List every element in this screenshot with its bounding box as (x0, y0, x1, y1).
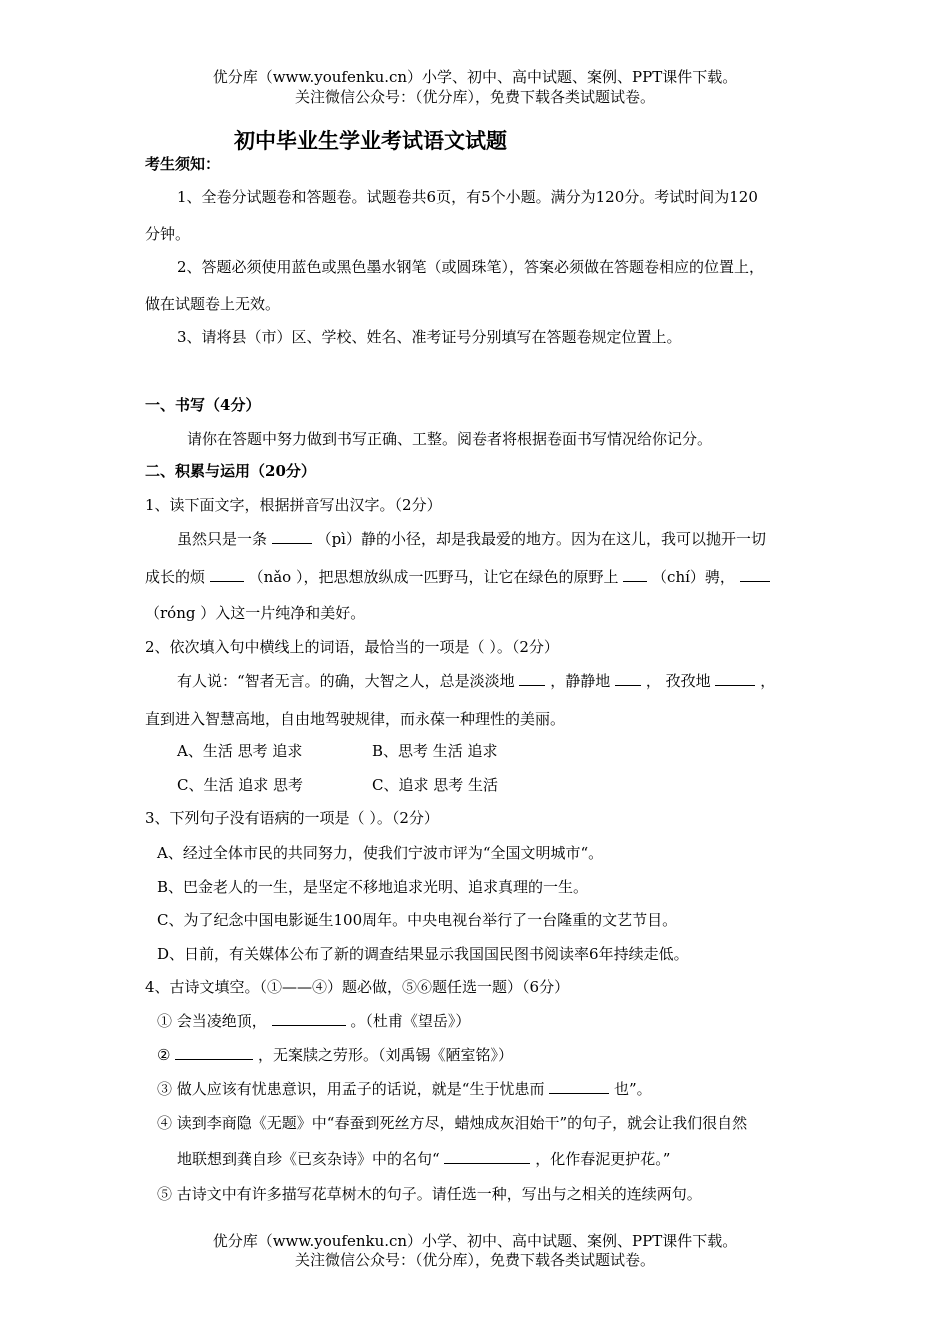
notice-item-1b: 分钟。 (145, 225, 191, 243)
answer-blank[interactable] (623, 567, 647, 582)
answer-blank[interactable] (740, 567, 770, 582)
header-line-2: 关注微信公众号：（优分库），免费下载各类试题试卷。 (294, 88, 655, 106)
q4-item-4a: ④ 读到李商隐《无题》中“春蚕到死丝方尽，蜡烛成灰泪始干”的句子，就会让我们很自然 (157, 1114, 748, 1132)
q1-line-1-a: 虽然只是一条 (177, 530, 268, 548)
page-title: 初中毕业生学业考试语文试题 (234, 128, 507, 153)
q4-item-5: ⑤ 古诗文中有许多描写花草树木的句子。请任选一种，写出与之相关的连续两句。 (157, 1185, 702, 1203)
q1-line-2-c: （chí）骋， (652, 568, 735, 586)
notice-item-2a: 2、答题必须使用蓝色或黑色墨水钢笔（或圆珠笔），答案必须做在答题卷相应的位置上， (177, 258, 765, 276)
q4-item-3 (157, 1078, 652, 1099)
q3-option-d: D、日前，有关媒体公布了新的调查结果显示我国国民图书阅读率6年持续走低。 (157, 945, 689, 963)
section1-heading: 一、书写（4分） (145, 396, 261, 414)
answer-blank[interactable] (549, 1079, 609, 1094)
q2-option-a: A、生活 思考 追求 (177, 742, 303, 760)
q2-line-1-d: 孜孜地 (665, 672, 711, 690)
q4-item-1-a: ① 会当凌绝顶， (157, 1012, 267, 1030)
q4-item-3-b: 也”。 (614, 1080, 652, 1098)
q2-option-c: C、生活 追求 思考 (177, 776, 304, 794)
q4-item-3-a: ③ 做人应该有忧患意识，用孟子的话说，就是“生于忧患而 (157, 1080, 545, 1098)
answer-blank[interactable] (210, 567, 244, 582)
answer-blank[interactable] (519, 671, 545, 686)
footer-line-1: 优分库（www.youfenku.cn）小学、初中、高中试题、案例、PPT课件下载。 (212, 1232, 738, 1250)
q1-line-1 (177, 528, 766, 549)
answer-blank[interactable] (715, 671, 755, 686)
q2-line-1-a: 有人说：“智者无言。的确，大智之人，总是淡淡地 (177, 672, 515, 690)
q2-line-1-b: ，静静地 (550, 672, 611, 690)
section1-text: 请你在答题中努力做到书写正确、工整。阅卷者将根据卷面书写情况给你记分。 (187, 430, 713, 448)
q1-line-2-b: （nǎo ），把思想放纵成一匹野马，让它在绿色的原野上 (248, 568, 619, 586)
q3-option-a: A、经过全体市民的共同努力，使我们宁波市评为“全国文明城市“。 (157, 844, 604, 862)
answer-blank[interactable] (272, 1011, 346, 1026)
q2-line-2: 直到进入智慧高地，自由地驾驶规律，而永葆一种理性的美丽。 (145, 710, 566, 728)
answer-blank[interactable] (272, 529, 312, 544)
answer-blank[interactable] (175, 1045, 253, 1060)
q4-item-2-b: ，无案牍之劳形。（刘禹锡《陋室铭》） (258, 1046, 514, 1064)
q4-item-4b (177, 1148, 670, 1169)
q4-item-2-a: ② (157, 1046, 171, 1064)
q1-line-3: （róng ）入这一片纯净和美好。 (145, 604, 366, 622)
q1-stem: 1、读下面文字，根据拼音写出汉字。（2分） (145, 496, 442, 514)
notice-item-1a: 1、全卷分试题卷和答题卷。试题卷共6页，有5个小题。满分为120分。考试时间为120 (177, 188, 758, 206)
q3-option-c: C、为了纪念中国电影诞生100周年。中央电视台举行了一台隆重的文艺节目。 (157, 911, 678, 929)
q2-option-d: C、追求 思考 生活 (372, 776, 499, 794)
section2-heading: 二、积累与运用（20分） (145, 462, 316, 480)
answer-blank[interactable] (615, 671, 641, 686)
q4-item-1-b: 。（杜甫《望岳》） (350, 1012, 471, 1030)
notice-item-2b: 做在试题卷上无效。 (145, 295, 281, 313)
q1-line-1-b: （pì）静的小径，却是我最爱的地方。因为在这儿，我可以抛开一切 (316, 530, 766, 548)
q4-item-1 (157, 1010, 470, 1031)
q4-item-2 (157, 1044, 513, 1065)
q2-stem: 2、依次填入句中横线上的词语，最恰当的一项是（ ）。（2分） (145, 638, 559, 656)
q3-option-b: B、巴金老人的一生，是坚定不移地追求光明、追求真理的一生。 (157, 878, 589, 896)
q2-line-1 (177, 670, 775, 691)
q2-option-b: B、思考 生活 追求 (372, 742, 498, 760)
q3-stem: 3、下列句子没有语病的一项是（ ）。（2分） (145, 809, 439, 827)
notice-heading: 考生须知： (145, 155, 221, 173)
q2-line-1-c: ， (645, 672, 661, 690)
notice-item-3: 3、请将县（市）区、学校、姓名、准考证号分别填写在答题卷规定位置上。 (177, 328, 682, 346)
q2-line-1-e: ， (760, 672, 776, 690)
q4-stem: 4、古诗文填空。（①——④）题必做，⑤⑥题任选一题）（6分） (145, 978, 570, 996)
header-line-1: 优分库（www.youfenku.cn）小学、初中、高中试题、案例、PPT课件下载。 (212, 68, 738, 86)
q4-item-4b-end: ，化作春泥更护花。” (535, 1150, 671, 1168)
q1-line-2 (145, 566, 770, 587)
q4-item-4b-text: 地联想到龚自珍《已亥杂诗》中的名句“ (177, 1150, 440, 1168)
footer-line-2: 关注微信公众号：（优分库），免费下载各类试题试卷。 (294, 1251, 655, 1269)
answer-blank[interactable] (444, 1149, 530, 1164)
q1-line-2-a: 成长的烦 (145, 568, 206, 586)
